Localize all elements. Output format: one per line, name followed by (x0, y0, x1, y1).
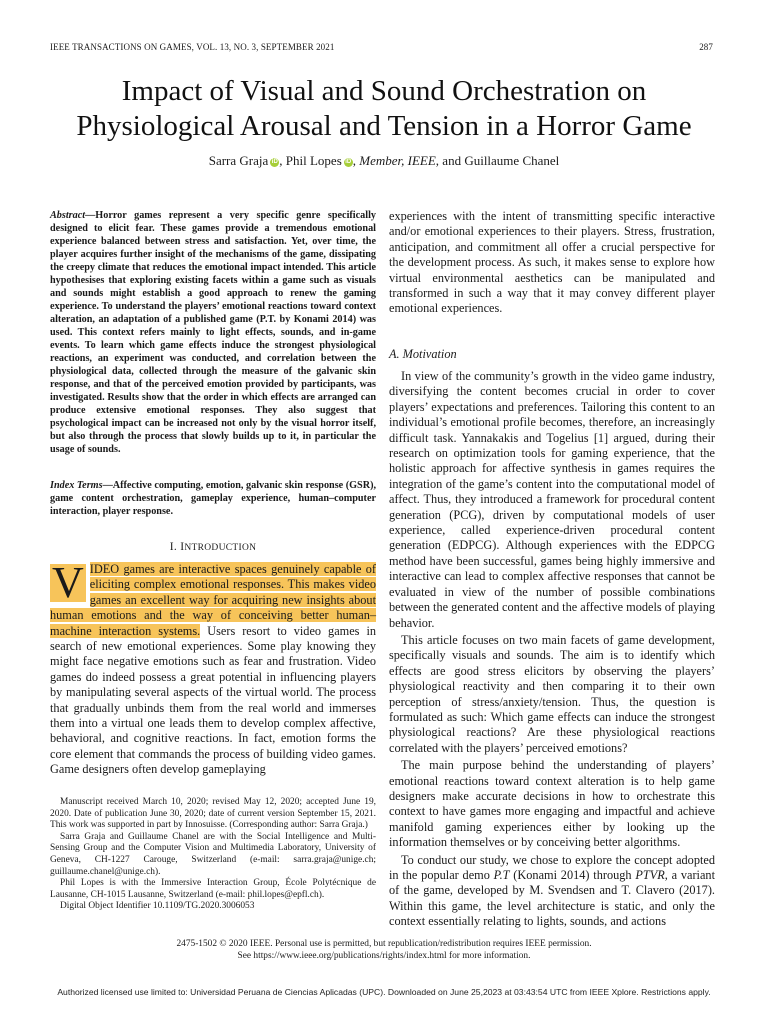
index-terms-body: —Affective computing, emotion, galvanic skin response (GSR), game content orchestration, gameplay experience, human–computer interaction, player response. (50, 480, 377, 517)
paragraph: To conduct our study, we chose to explore the concept adopted in the popular demo P.T (Konami 2014) through PTVR, a variant of the game, developed by M. Svendsen and T. Clavero (2017). Within this game, the level architecture is static, and only the context essentially relating to lights, sounds, and actions (389, 852, 715, 929)
paragraph: This article focuses on two main facets of game development, specifically visuals and sounds. The aim is to identify which effects are good stress elicitors by observing the players’ physiological reactivity and then comparing it to their own perception of stress/anxiety/tension. Thus, the question is formulated as such: Which game effects can induce the strongest physiological reactions? Are these physiological reactions correlated with the players’ perceived emotions? (389, 632, 715, 755)
subsection-heading: A. Motivation (389, 347, 457, 361)
section-title-rest: NTRODUCTION (184, 543, 257, 553)
intro-paragraph (50, 558, 377, 778)
orcid-icon[interactable]: iD (345, 159, 352, 165)
page-number: 287 (699, 42, 713, 52)
license-footer: Authorized licensed use limited to: Universidad Peruana de Ciencias Aplicadas (UPC). Downloaded on June 25,2023 at 03:43:54 UTC from IEEE Xplore. Restrictions apply. (57, 987, 711, 997)
author-name[interactable]: Sarra Graja (208, 153, 269, 168)
author-line: Sarra Graja iD , Phil Lopes iD , Member, IEEE, and Guillaume Chanel (208, 153, 560, 168)
game-title: PTVR (635, 868, 665, 882)
abstract-body: —Horror games represent a very specific genre specifically designed to elicit fear. These games provide a tremendous emotional experience balanced between stress and satisfaction. Yet, over time, the player acquires further insight of the mechanisms of the game, dissipating the creepy climate that reduces the emotional impact intended. This article hypothesises that exploring existing facets within a game such as visuals and sounds might establish a good approach to renew the gaming experience. To understand the players’ emotional reactions toward context alteration, an adaptation of a published game (P.T. by Konami 2014) was used. This context refers mainly to light effects, sounds, and in-game events. To learn which game effects induce the strongest physiological reactions, an experiment was conducted, and correlation between the physiological data, collected through the measure of the galvanic skin response, and that of the perceived emotion provided by participants, was investigated. Results show that the order in which effects are arranged can produce extensive emotional responses. They also suggest that psychological impact can be increased not only by the visual horror itself, but also through the process that slowly builds up to it, in particular the usage of sounds. (50, 210, 376, 455)
drop-cap: V (52, 558, 84, 607)
footnotes (50, 797, 376, 913)
footnote-affiliation-2: Phil Lopes is with the Immersive Interaction Group, École Polytécnique de Lausanne, CH-1015 Lausanne, Switzerland (e-mail: phil.lopes@epfl.ch). (50, 878, 376, 900)
footnote-doi: Digital Object Identifier 10.1109/TG.2020.3006053 (60, 901, 255, 912)
paper-title: Impact of Visual and Sound Orchestration on Physiological Arousal and Tension in a Horror Game (76, 75, 692, 142)
abstract (50, 209, 376, 456)
footnote-manuscript: Manuscript received March 10, 2020; revised May 12, 2020; accepted June 19, 2020. Date of publication June 30, 2020; date of current version September 15, 2021. This work was supported in part by Innosuisse. (Corresponding author: Sarra Graja.) (50, 797, 376, 831)
abstract-label: Abstract (50, 210, 86, 221)
intro-text: Users resort to video games in search of new emotional experiences. Some play knowing they might face negative emotions such as fear and frustration. Video games do indeed possess a great potential in influencing players by manipulating several aspects of the virtual world. The process that gradually unbinds them from the real world and immerses them into a virtual one leads them to develop complex affective, behavioral, and cognitive reactions. In fact, emotion forms the core element that commands the process of building video games. Game designers often develop gameplaying (50, 623, 377, 777)
section-heading (50, 541, 376, 553)
motivation-body (389, 369, 715, 932)
highlighted-text[interactable]: IDEO games are interactive spaces genuinely capable of eliciting complex emotional responses. This makes video games an excellent way for acquiring new insights about human emotions and the way of conceiving better human–machine interaction systems. (50, 562, 376, 638)
index-terms (50, 479, 376, 518)
section-number: I. (169, 541, 178, 553)
author-name: , and Guillaume Chanel (435, 153, 560, 168)
paragraph: In view of the community’s growth in the video game industry, diversifying the content becomes crucial in order to cover players’ expectations and preferences. Tailoring this content to an individual’s emotional profile becomes, therefore, an increasingly difficult task. Yannakakis and Togelius [1] argued, during their research on optimization tools for gaming experience, that the holistic approach for affective synthesis in games requires the integration of the game’s content into the computational model of affect. Thus, they introduced a framework for procedural content generation (PCG), driven by computational models of user experience, called experience-driven procedural content generation (EDPCG). Although experiences with the EDPCG method have been successful, games being highly immersive and interactive can lead to complex affective responses that cannot be evaluated in view of the number of possible combinations between the generated content and the affective models of playing behavior. (389, 369, 715, 630)
game-title: P.T (493, 868, 510, 882)
running-header: IEEE TRANSACTIONS ON GAMES, VOL. 13, NO. 3, SEPTEMBER 2021 (50, 42, 335, 52)
section-initial: I (180, 541, 185, 553)
copyright-notice (50, 939, 718, 962)
footnote-affiliation-1: Sarra Graja and Guillaume Chanel are with the Social Intelligence and Multi-Sensing Group and the Computer Vision and Multimedia Laboratory, University of Geneva, CH-1227 Carouge, Switzerland (e-mail: sarra.graja@unige.ch; guillaume.chanel@unige.ch). (50, 831, 376, 877)
author-membership: Member, IEEE (359, 153, 436, 168)
right-column-continuation: experiences with the intent of transmitting specific interactive and/or emotional experiences to their players. Stress, frustration, anticipation, and commitment all offer a crucial perspective for the development process. As such, it makes sense to explore how virtual environmental aesthetics can be manipulated and transformed in such a way that it may convey different player emotional experiences. (389, 209, 715, 316)
rights-link-line[interactable]: See https://www.ieee.org/publications/rights/index.html for more information. (237, 950, 531, 961)
copyright-line: 2475-1502 © 2020 IEEE. Personal use is permitted, but republication/redistribution requires IEEE permission. (176, 939, 592, 949)
paragraph: The main purpose behind the understanding of players’ emotional reactions toward context alteration is to help game designers make accurate decisions in how to orchestrate this context to have games more engaging and impactful and achieve manifold gaming experiences either by looking up the information themselves or by conceiving better algorithms. (389, 758, 715, 850)
orcid-icon[interactable]: iD (271, 159, 278, 165)
index-terms-label: Index Terms (50, 480, 103, 491)
author-name[interactable]: Phil Lopes (285, 153, 342, 168)
